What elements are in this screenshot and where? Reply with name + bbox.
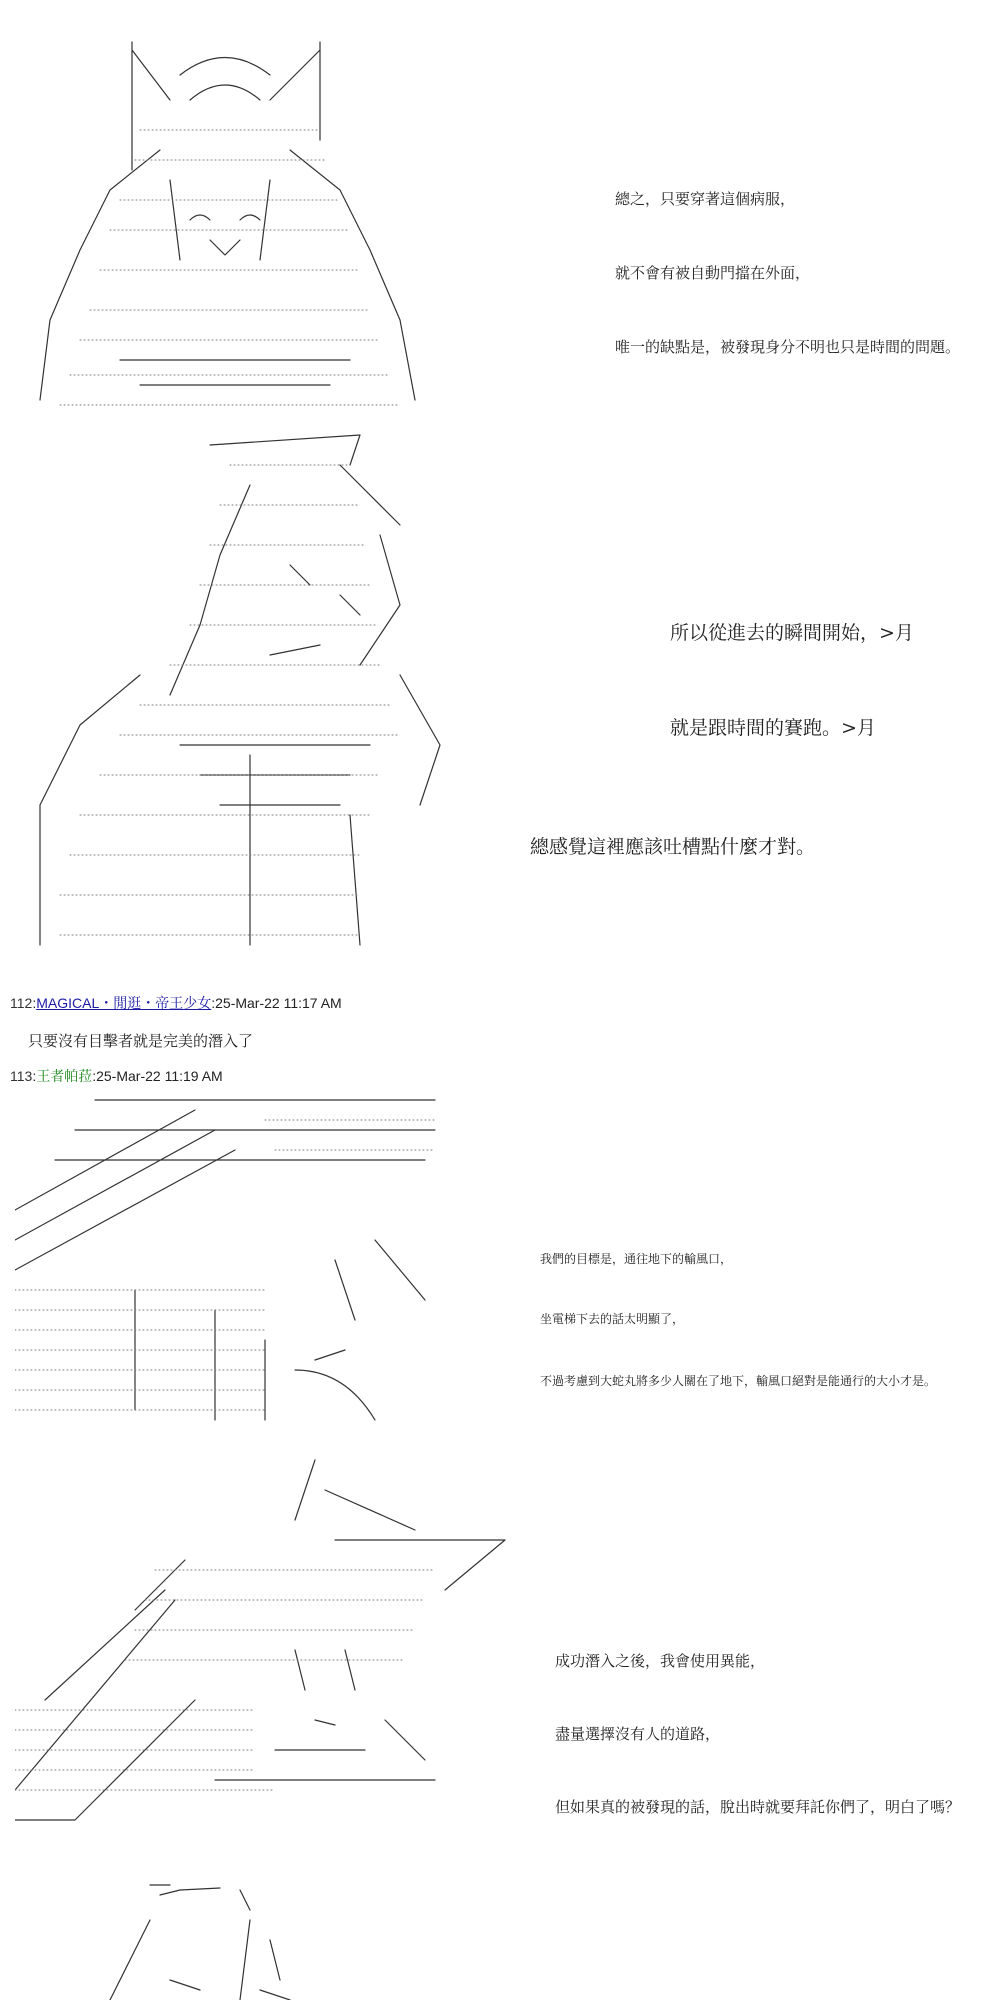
post-date: 25-Mar-22 11:19 AM (96, 1068, 223, 1084)
dialogue-line: 所以從進去的瞬間開始，>月 (670, 622, 914, 644)
ascii-art-character-profile (20, 425, 480, 955)
dialogue-line: 坐電梯下去的話太明顯了， (540, 1312, 685, 1326)
dialogue-line: 唯一的缺點是，被發現身分不明也只是時間的問題。 (615, 338, 961, 356)
post-date: 25-Mar-22 11:17 AM (215, 995, 342, 1011)
post-number: 112 (10, 995, 33, 1011)
poster-name-link[interactable]: MAGICAL・閒逛・帝王少女 (36, 995, 212, 1011)
dialogue-line: 不過考慮到大蛇丸將多少人關在了地下，輸風口絕對是能通行的大小才是。 (540, 1374, 937, 1388)
ascii-art-character-bow (20, 30, 420, 415)
ascii-art-partial-figure (100, 1880, 320, 2000)
dialogue-line: 但如果真的被發現的話，脫出時就要拜託你們了，明白了嗎？ (555, 1798, 961, 1816)
poster-name: 王者帕菈 (36, 1068, 93, 1084)
post-number: 113 (10, 1068, 33, 1084)
dialogue-line: 總感覺這裡應該吐槽點什麼才對。 (530, 836, 816, 858)
dialogue-line: 就不會有被自動門擋在外面， (615, 264, 811, 282)
dialogue-line: 就是跟時間的賽跑。>月 (670, 717, 876, 739)
dialogue-line: 成功潛入之後，我會使用異能， (555, 1652, 766, 1670)
dialogue-line: 我們的目標是，通往地下的輸風口， (540, 1252, 733, 1266)
ascii-art-hallway-scene (15, 1090, 465, 1430)
dialogue-line: 盡量選擇沒有人的道路， (555, 1725, 721, 1743)
ascii-art-character-hat (15, 1450, 515, 1825)
post-header: 113:王者帕菈:25-Mar-22 11:19 AM (10, 1068, 223, 1084)
post-header: 112:MAGICAL・閒逛・帝王少女:25-Mar-22 11:17 AM (10, 995, 342, 1011)
post-body: 只要沒有目擊者就是完美的潛入了 (28, 1032, 254, 1050)
dialogue-line: 總之，只要穿著這個病服， (615, 190, 796, 208)
